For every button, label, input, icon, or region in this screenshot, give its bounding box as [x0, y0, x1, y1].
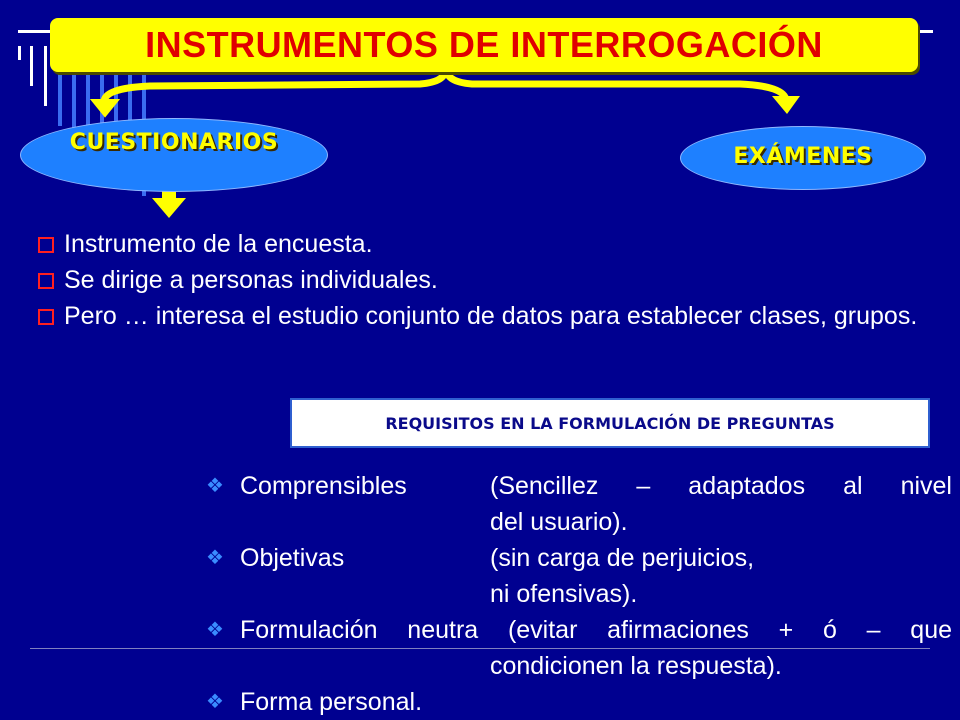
square-bullet-icon [38, 237, 54, 253]
list-item: ❖ Objetivas (sin carga de perjuicios, [206, 540, 952, 576]
node-cuestionarios-label: CUESTIONARIOS [69, 129, 279, 155]
list-item-continuation: del usuario). [490, 508, 628, 536]
node-examenes-label: EXÁMENES [733, 143, 873, 169]
list-item: ❖ Comprensibles (Sencillez – adaptados al nivel [206, 468, 952, 504]
node-examenes [680, 126, 926, 190]
requirements-list [206, 468, 952, 720]
diamond-bullet-icon: ❖ [206, 547, 224, 569]
title-banner [50, 18, 918, 72]
diamond-bullet-icon: ❖ [206, 475, 224, 497]
square-bullet-icon [38, 273, 54, 289]
list-item: Pero … interesa el estudio conjunto de datos para establecer clases, grupos. [38, 298, 934, 334]
requirements-heading-box [290, 398, 930, 448]
node-cuestionarios [20, 118, 328, 192]
page-title: INSTRUMENTOS DE INTERROGACIÓN [145, 24, 823, 65]
diamond-bullet-icon: ❖ [206, 619, 224, 641]
diamond-bullet-icon: ❖ [206, 691, 224, 713]
list-item-continuation: ni ofensivas). [490, 580, 638, 608]
divider-line [30, 648, 930, 649]
bullet-list [38, 226, 934, 334]
list-item-continuation: condicionen la respuesta). [490, 652, 782, 680]
requirements-heading: REQUISITOS EN LA FORMULACIÓN DE PREGUNTAS [385, 413, 835, 433]
square-bullet-icon [38, 309, 54, 325]
list-item: Se dirige a personas individuales. [38, 262, 934, 298]
list-item: ❖ Formulación neutra (evitar afirmaciones + ó – que [206, 612, 952, 648]
list-item: ❖ Forma personal. [206, 684, 952, 720]
list-item: Instrumento de la encuesta. [38, 226, 934, 262]
